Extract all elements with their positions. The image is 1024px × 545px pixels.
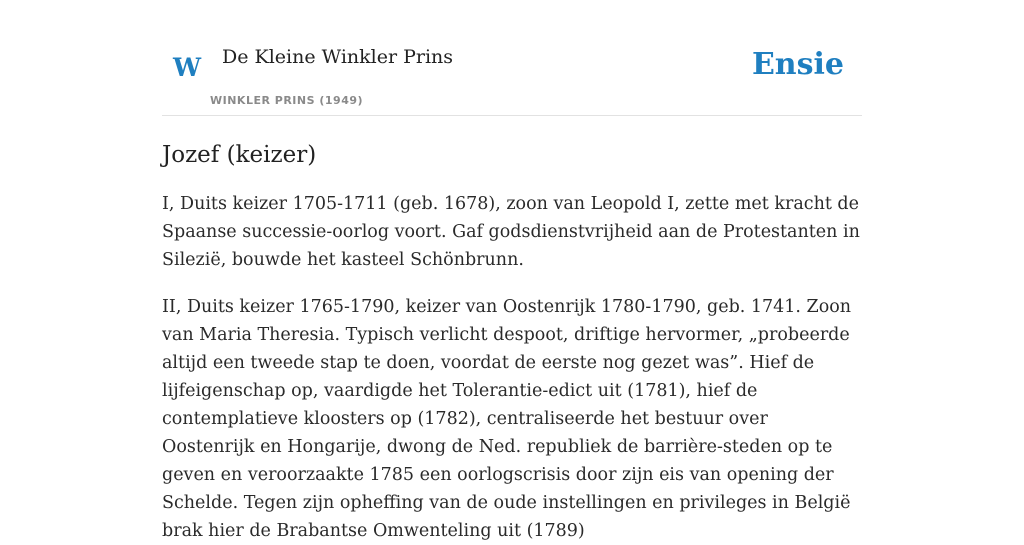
ensie-logo[interactable]: Ensie (751, 47, 844, 82)
source-header (162, 0, 862, 116)
source-title[interactable]: De Kleine Winkler Prins (222, 46, 454, 68)
entry-body (162, 190, 862, 545)
winkler-prins-logo[interactable]: W (173, 53, 202, 82)
entry-title: Jozef (keizer) (162, 142, 317, 168)
entry-card (162, 0, 862, 545)
source-subtitle[interactable]: WINKLER PRINS (1949) (210, 94, 364, 107)
entry-paragraph-1: I, Duits keizer 1705-1711 (geb. 1678), zoon van Leopold I, zette met kracht de Spaanse successie-oorlog voort. Gaf godsdienstvrijheid aan de Protestanten in Silezië, bouwde het kasteel Schönbrunn. (162, 193, 860, 270)
entry-paragraph-2: II, Duits keizer 1765-1790, keizer van Oostenrijk 1780-1790, geb. 1741. Zoon van Maria Theresia. Typisch verlicht despoot, driftige hervormer, „probeerde altijd een tweede stap te doen, voordat de eerste nog gezet was”. Hief de lijfeigenschap op, vaardigde het Tolerantie-edict uit (1781), hief de contemplatieve kloosters op (1782), centraliseerde het bestuur over Oostenrijk en Hongarije, dwong de Ned. republiek de barrière-steden op te geven en veroorzaakte 1785 een oorlogscrisis door zijn eis van opening der Schelde. Tegen zijn opheffing van de oude instellingen en privileges in België brak hier de Brabantse Omwenteling uit (1789) (162, 296, 852, 541)
